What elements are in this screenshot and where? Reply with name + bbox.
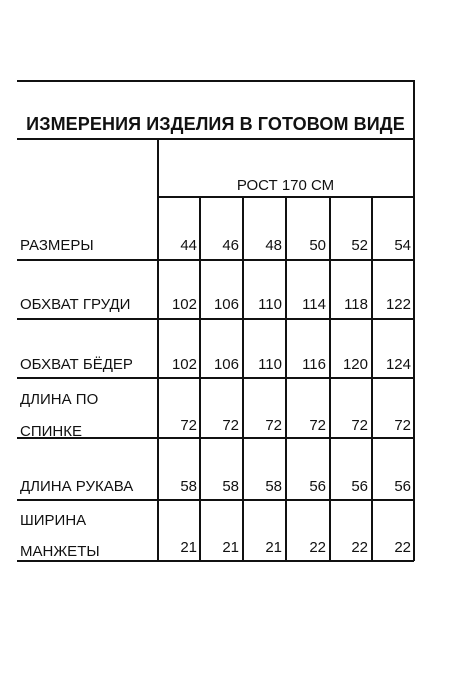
table-cell: 114 [302,296,326,313]
row-label-hips: ОБХВАТ БЁДЕР [20,356,133,373]
table-right-border [413,80,415,561]
table-cell: 110 [258,356,282,373]
table-cell: 44 [180,237,197,254]
table-cell: 120 [342,356,368,373]
row-label-chest: ОБХВАТ ГРУДИ [20,296,131,313]
table-cell: 102 [171,356,197,373]
row-divider [17,318,414,320]
table-cell: 54 [394,237,411,254]
row-label-sleeve-length: ДЛИНА РУКАВА [20,478,134,495]
table-cell: 72 [394,417,411,434]
row-label-line: ШИРИНА [20,512,87,529]
table-cell: 72 [180,417,197,434]
table-cell: 72 [265,417,282,434]
table-cell: 21 [180,539,197,556]
title-divider [17,138,414,140]
table-cell: 102 [171,296,197,313]
table-cell: 72 [222,417,239,434]
table-cell: 106 [213,356,239,373]
table-cell: 56 [394,478,411,495]
table-cell: 122 [385,296,411,313]
row-label-back-length [20,387,98,445]
table-cell: 22 [351,539,368,556]
table-cell: 48 [265,237,282,254]
table-cell: 58 [265,478,282,495]
table-cell: 21 [265,539,282,556]
table-cell: 116 [302,356,326,373]
table-cell: 110 [258,296,282,313]
height-label: РОСТ 170 СМ [236,177,335,194]
table-cell: 72 [309,417,326,434]
row-label-line: СПИНКЕ [20,423,82,440]
table-cell: 56 [351,478,368,495]
table-cell: 106 [213,296,239,313]
table-cell: 124 [385,356,411,373]
table-top-border [17,80,414,82]
table-cell: 50 [309,237,326,254]
table-cell: 52 [351,237,368,254]
table-title: ИЗМЕРЕНИЯ ИЗДЕЛИЯ В ГОТОВОМ ВИДЕ [26,114,405,134]
table-cell: 58 [222,478,239,495]
table-cell: 118 [344,296,368,313]
table-cell: 22 [394,539,411,556]
table-cell: 22 [309,539,326,556]
table-cell: 72 [351,417,368,434]
size-chart-table [17,80,414,561]
row-label-line: ДЛИНА ПО [20,391,99,408]
row-label-sizes: РАЗМЕРЫ [20,237,94,254]
table-cell: 56 [309,478,326,495]
values-left-border [157,138,159,561]
table-cell: 21 [222,539,239,556]
table-cell: 58 [180,478,197,495]
row-divider [17,259,414,261]
table-cell: 46 [222,237,239,254]
row-label-cuff-width [20,508,100,565]
row-label-line: МАНЖЕТЫ [20,543,100,560]
